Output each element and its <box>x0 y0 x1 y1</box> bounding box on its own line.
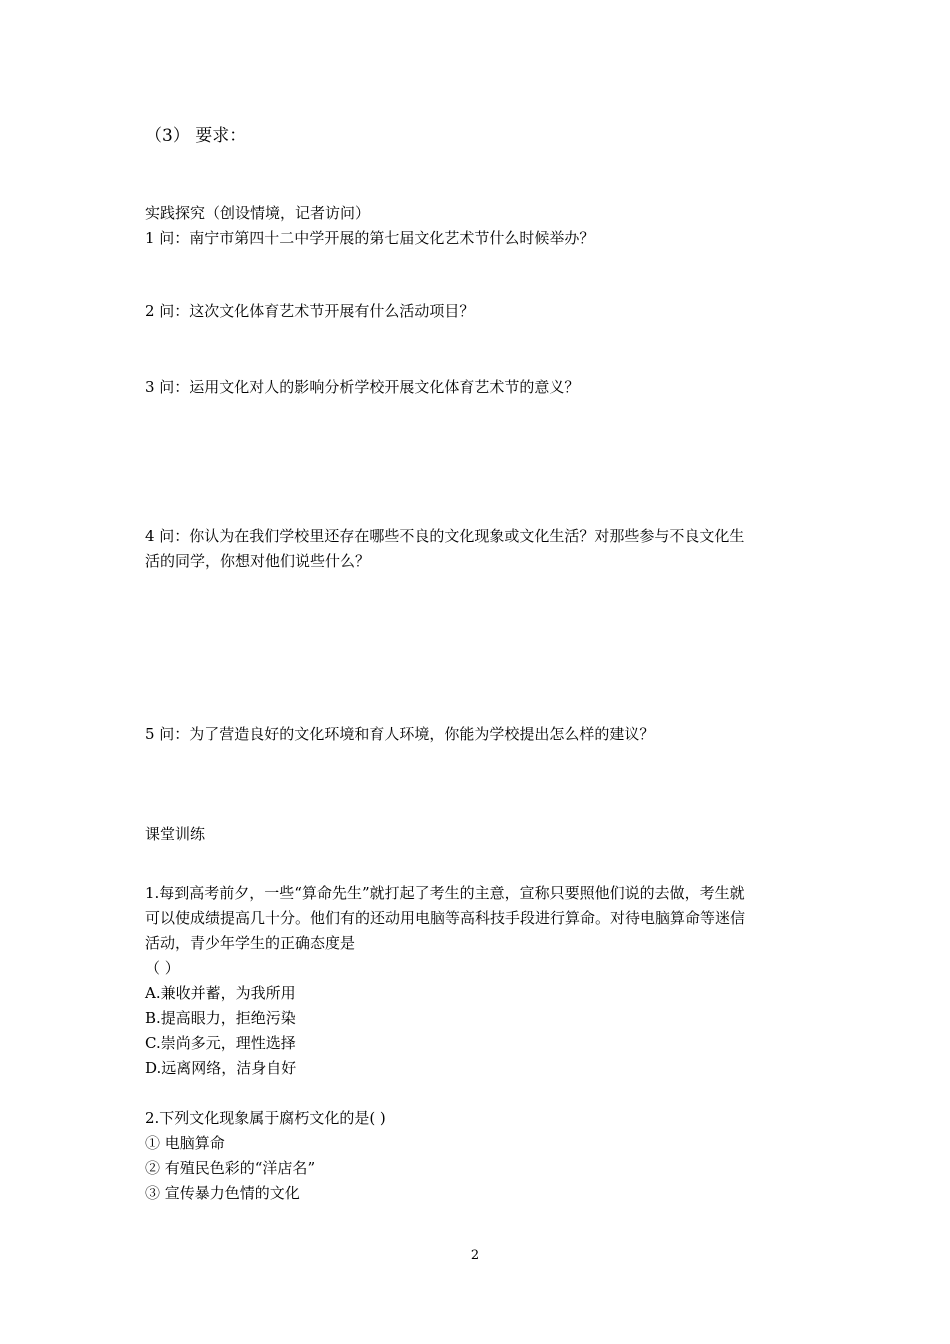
item-2-stem: 2.下列文化现象属于腐朽文化的是( ) <box>145 1109 386 1127</box>
question-1: 1 问：南宁市第四十二中学开展的第七届文化艺术节什么时候举办？ <box>145 229 595 247</box>
item-1-line-3: 活动，青少年学生的正确态度是 <box>145 934 356 952</box>
question-4-line-2: 活的同学，你想对他们说些什么？ <box>145 552 371 570</box>
question-5: 5 问：为了营造良好的文化环境和育人环境，你能为学校提出怎么样的建议？ <box>145 725 655 743</box>
practice-heading: 实践探究（创设情境，记者访问） <box>145 204 371 222</box>
item-2-choice-3: ③ 宣传暴力色情的文化 <box>145 1184 300 1202</box>
page-number: 2 <box>470 1248 480 1263</box>
item-1-option-b: B.提高眼力，拒绝污染 <box>145 1009 296 1027</box>
item-2-choice-1: ① 电脑算命 <box>145 1134 225 1152</box>
item-1-option-c: C.崇尚多元，理性选择 <box>145 1034 296 1052</box>
item-1-option-a: A.兼收并蓄，为我所用 <box>145 984 296 1002</box>
item-1-line-2: 可以使成绩提高几十分。他们有的还动用电脑等高科技手段进行算命。对待电脑算命等迷信 <box>145 909 746 927</box>
training-heading: 课堂训练 <box>145 825 206 843</box>
requirement-heading: （3） 要求： <box>145 126 247 146</box>
item-1-line-1: 1.每到高考前夕，一些“算命先生”就打起了考生的主意，宣称只要照他们说的去做，考生就 <box>145 884 745 902</box>
item-2-choice-2: ② 有殖民色彩的“洋店名” <box>145 1159 316 1177</box>
question-3: 3 问：运用文化对人的影响分析学校开展文化体育艺术节的意义？ <box>145 378 580 396</box>
question-2: 2 问：这次文化体育艺术节开展有什么活动项目？ <box>145 302 475 320</box>
question-4-line-1: 4 问：你认为在我们学校里还存在哪些不良的文化现象或文化生活？对那些参与不良文化生 <box>145 527 745 545</box>
item-1-answer-blank: （ ） <box>145 959 180 977</box>
item-1-option-d: D.远离网络，洁身自好 <box>145 1059 297 1077</box>
